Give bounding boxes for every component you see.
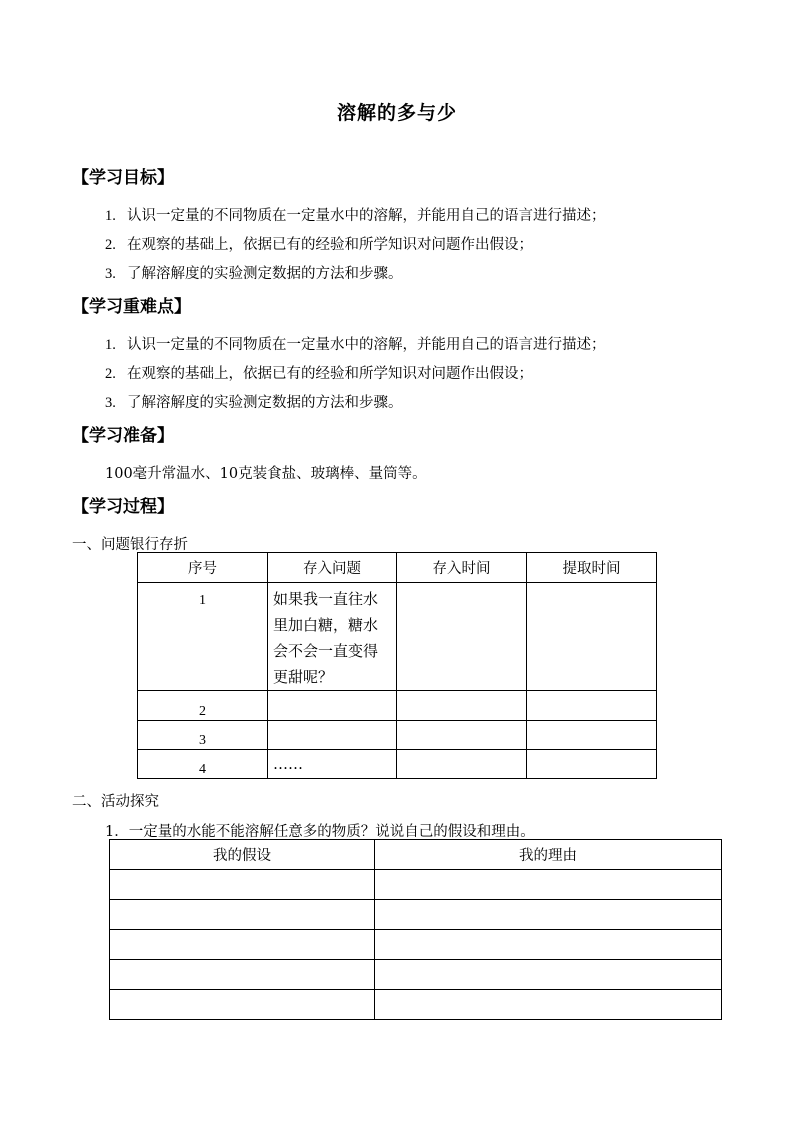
hypothesis-cell[interactable] — [110, 900, 375, 930]
table-row — [110, 930, 722, 960]
process-heading: 【学习过程】 — [72, 497, 174, 517]
deposit-time-cell[interactable] — [397, 721, 527, 750]
hypothesis-cell[interactable] — [110, 870, 375, 900]
goals-item-2: 2. 在观察的基础上，依据已有的经验和所学知识对问题作出假设； — [105, 237, 533, 253]
hypothesis-table — [109, 839, 722, 1020]
deposit-time-cell[interactable] — [397, 691, 527, 721]
preparation-text: 100毫升常温水、10克装食盐、玻璃棒、量筒等。 — [105, 466, 427, 482]
table-row — [110, 960, 722, 990]
preparation-heading: 【学习准备】 — [72, 426, 174, 446]
key-points-item-3: 3. 了解溶解度的实验测定数据的方法和步骤。 — [105, 395, 403, 411]
goals-item-1: 1. 认识一定量的不同物质在一定量水中的溶解，并能用自己的语言进行描述； — [105, 208, 606, 224]
row-number: 4 — [138, 750, 268, 779]
key-points-item-2: 2. 在观察的基础上，依据已有的经验和所学知识对问题作出假设； — [105, 366, 533, 382]
page-title: 溶解的多与少 — [336, 102, 457, 124]
question-cell[interactable] — [268, 721, 397, 750]
row-number: 3 — [138, 721, 268, 750]
withdraw-time-cell[interactable] — [527, 750, 657, 779]
row-number: 1 — [138, 583, 268, 691]
row-number: 2 — [138, 691, 268, 721]
hypothesis-cell[interactable] — [110, 960, 375, 990]
reason-cell[interactable] — [375, 960, 722, 990]
table-row — [110, 900, 722, 930]
reason-cell[interactable] — [375, 870, 722, 900]
goals-item-3: 3. 了解溶解度的实验测定数据的方法和步骤。 — [105, 266, 403, 282]
table-row — [138, 750, 657, 779]
table-row — [110, 990, 722, 1020]
question-cell[interactable] — [268, 691, 397, 721]
reason-cell[interactable] — [375, 900, 722, 930]
header-cell: 提取时间 — [527, 553, 657, 583]
header-cell: 我的理由 — [375, 840, 722, 870]
header-cell: 我的假设 — [110, 840, 375, 870]
header-cell: 存入问题 — [268, 553, 397, 583]
table-row — [138, 583, 657, 691]
hypothesis-cell[interactable] — [110, 990, 375, 1020]
reason-cell[interactable] — [375, 930, 722, 960]
part2-label: 二、活动探究 — [72, 794, 159, 810]
question-cell[interactable]: 如果我一直往水里加白糖，糖水会不会一直变得更甜呢？ — [268, 583, 397, 691]
deposit-time-cell[interactable] — [397, 750, 527, 779]
question-bank-table — [137, 552, 657, 779]
table-header-row — [138, 553, 657, 583]
reason-cell[interactable] — [375, 990, 722, 1020]
table-row — [110, 870, 722, 900]
part1-label: 一、问题银行存折 — [72, 537, 188, 553]
key-points-item-1: 1. 认识一定量的不同物质在一定量水中的溶解，并能用自己的语言进行描述； — [105, 337, 606, 353]
table-row — [138, 721, 657, 750]
goals-heading: 【学习目标】 — [72, 168, 174, 188]
hypothesis-cell[interactable] — [110, 930, 375, 960]
deposit-time-cell[interactable] — [397, 583, 527, 691]
table-header-row — [110, 840, 722, 870]
withdraw-time-cell[interactable] — [527, 691, 657, 721]
key-points-heading: 【学习重难点】 — [72, 297, 191, 317]
withdraw-time-cell[interactable] — [527, 721, 657, 750]
header-cell: 存入时间 — [397, 553, 527, 583]
part2-question: 1．一定量的水能不能溶解任意多的物质？说说自己的假设和理由。 — [105, 824, 535, 840]
question-cell[interactable]: …… — [268, 750, 397, 779]
withdraw-time-cell[interactable] — [527, 583, 657, 691]
table-row — [138, 691, 657, 721]
header-cell: 序号 — [138, 553, 268, 583]
